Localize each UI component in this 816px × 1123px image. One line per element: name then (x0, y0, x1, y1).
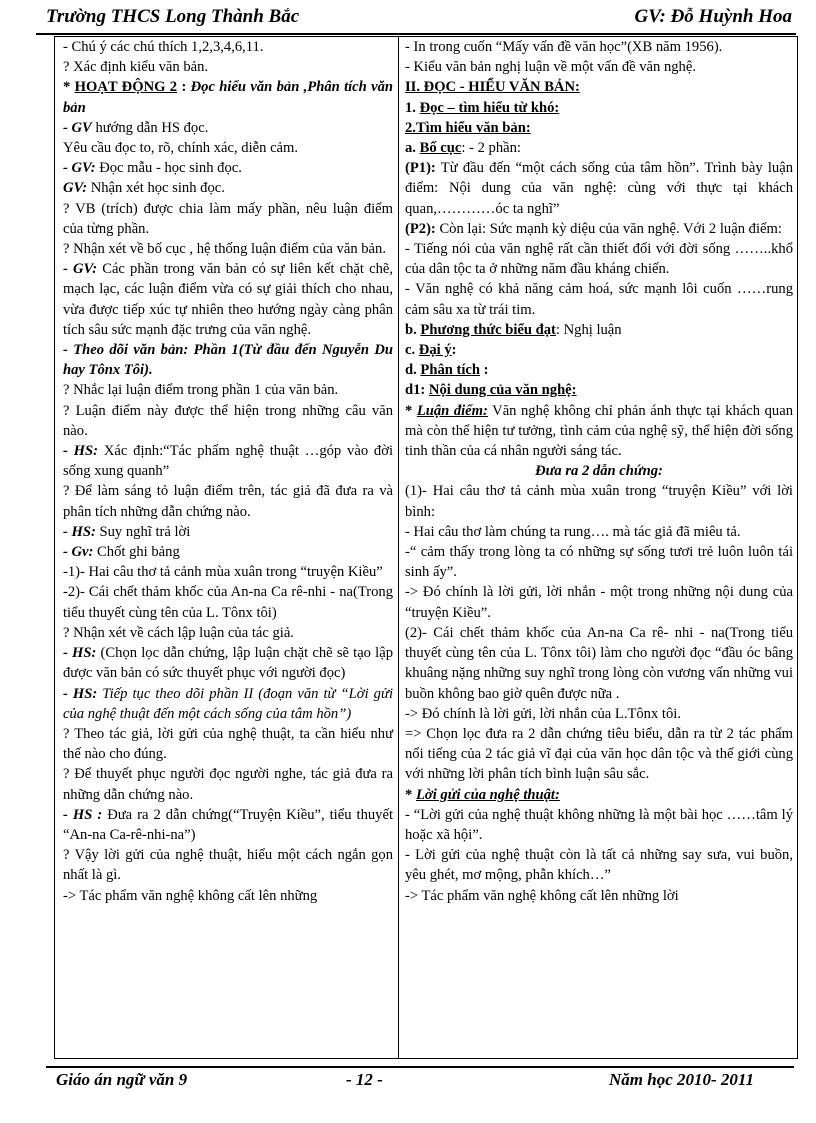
left-paragraph (63, 522, 393, 542)
right-paragraph (405, 279, 793, 319)
text-run: -“ cảm thấy trong lòng ta có những sự sống tươi trẻ luôn luôn tái sinh ấy”. (405, 544, 793, 581)
text-run: Đọc mẫu - học sinh đọc. (95, 160, 242, 177)
header-rule (36, 33, 796, 35)
text-run: : (177, 79, 191, 96)
text-run: - HS: (63, 523, 96, 540)
text-run: : (451, 342, 457, 359)
right-paragraph (405, 340, 793, 360)
right-paragraph (405, 805, 793, 845)
page-number: - 12 - (346, 1070, 383, 1089)
right-paragraph (405, 461, 793, 481)
right-paragraph (405, 724, 793, 785)
left-paragraph (63, 845, 393, 885)
text-run: ? Theo tác giả, lời gửi của nghệ thuật, ta cần hiểu như thế nào cho đúng. (63, 725, 393, 763)
text-run: ? Để làm sáng tỏ luận điểm trên, tác giả đã đưa ra và phân tích những dẫn chứng nào. (63, 483, 393, 520)
text-run: - HS: (63, 645, 97, 662)
left-paragraph (63, 57, 393, 77)
right-paragraph (405, 320, 793, 340)
left-paragraph (63, 178, 393, 198)
subject-label: Giáo án ngữ văn 9 (56, 1070, 188, 1089)
text-run: ? Vậy lời gửi của nghệ thuật, hiểu một cách ngắn gọn nhất là gì. (63, 847, 393, 884)
text-run: - Tiếng nói của văn nghệ rất cần thiết đối với đời sống ……..khổ của dân tộc ta ở những năm đầu kháng chiến. (405, 241, 793, 278)
left-paragraph (63, 340, 393, 380)
text-run: b. (405, 321, 421, 338)
text-run: Phương thức biểu đạt (420, 321, 556, 338)
text-run: II. ĐỌC - HIỂU VĂN BẢN: (405, 79, 580, 96)
text-run: - HS : (63, 806, 103, 823)
right-paragraph (405, 623, 793, 704)
left-paragraph (63, 158, 393, 178)
text-run: Các phần trong văn bản có sự liên kết chặt chẽ, mạch lạc, các luận điểm vừa có sự giải thích cho nhau, vừa được tiếp xúc tự nhiên theo hướng ngày càng phân tích sâu sức mạnh đặc trưng của văn nghệ. (63, 261, 393, 338)
text-run: (2)- Cái chết thảm khốc của An-na Ca rê- nhi - na(Trong tiểu thuyết cùng tên của L. Tônx tôi) làm cho người đọc “đầu óc bâng khuâng nặng những suy nghĩ trong lòng còn vương vấn những vui buồn không bao giờ quên được nữa . (405, 624, 793, 702)
text-run: (P1): (405, 160, 436, 177)
text-run: -> Đó chính là lời gửi, lời nhắn - một trong những nội dung của “truyện Kiều”. (405, 584, 793, 621)
text-run: Đọc hiểu văn bản ,Phân tích văn bản (63, 79, 393, 116)
text-run: -2)- Cái chết thảm khốc của An-na Ca rê-nhi - na(Trong tiểu thuyết cùng tên của L. Tônx tôi) (63, 584, 393, 621)
left-paragraph (63, 542, 393, 562)
text-run: Chốt ghi bảng (93, 544, 180, 561)
text-run: (Chọn lọc dẫn chứng, lập luận chặt chẽ sẽ tạo lập được văn bản có sức thuyết phục với người đọc) (63, 645, 393, 682)
right-paragraph (405, 704, 793, 724)
text-run: - GV (63, 119, 92, 136)
right-paragraph (405, 77, 793, 97)
page-footer (46, 1066, 794, 1096)
text-run: 2.Tìm hiểu văn bản: (405, 119, 531, 136)
text-run: - HS: (63, 685, 98, 702)
lesson-table (54, 36, 798, 1059)
text-run: * (63, 79, 75, 96)
text-run: Suy nghĩ trả lời (95, 523, 191, 540)
left-paragraph (63, 118, 393, 138)
text-run: - In trong cuốn “Mấy vấn đề văn học”(XB năm 1956). (405, 39, 723, 55)
text-run: - Hai câu thơ làm chúng ta rung…. mà tác giả đã miêu tả. (405, 523, 741, 540)
left-paragraph (63, 138, 393, 158)
right-paragraph (405, 401, 793, 462)
text-run: Còn lại: Sức mạnh kỳ diệu của văn nghệ. Với 2 luận điểm: (435, 220, 782, 237)
text-run: ? Nhận xét về bố cục , hệ thống luận điểm của văn bản. (63, 241, 386, 258)
left-paragraph (63, 239, 393, 259)
text-run: : (480, 362, 489, 379)
left-paragraph (63, 582, 393, 622)
left-paragraph (63, 37, 393, 57)
text-run: * (405, 402, 417, 419)
teacher-name: GV: Đỗ Huỳnh Hoa (634, 6, 792, 27)
right-paragraph (405, 481, 793, 521)
text-run: d1: (405, 382, 429, 399)
text-run: Tiếp tục theo dõi phần II (đoạn văn từ “Lời gửi của nghệ thuật đến một cách sống của tâm hồn”) (63, 685, 393, 722)
text-run: (P2): (405, 220, 436, 237)
text-run: Văn nghệ không chỉ phản ánh thực tại khách quan mà còn thể hiện tư tưởng, tình cảm của nghệ sỹ, thể hiện đời sống tinh thần của cá nhân người sáng tác. (405, 402, 793, 460)
right-paragraph (405, 360, 793, 380)
text-run: ? Nhận xét về cách lập luận của tác giả. (63, 624, 294, 641)
right-paragraph (405, 845, 793, 885)
left-paragraph (63, 805, 393, 845)
page-header (36, 6, 796, 30)
text-run: 1. (405, 99, 420, 116)
text-run: hướng dẫn HS đọc. (91, 119, 209, 136)
text-run: - GV: (63, 261, 98, 278)
text-run: (1)- Hai câu thơ tả cảnh mùa xuân trong “truyện Kiều” với lời bình: (405, 483, 793, 520)
text-run: Nhận xét học sinh đọc. (87, 180, 225, 197)
text-run: Xác định:“Tác phẩm nghệ thuật …góp vào đời sống xung quanh” (63, 443, 394, 480)
text-run: ? Xác định kiểu văn bản. (63, 59, 209, 76)
left-paragraph (63, 441, 393, 481)
text-run: Đưa ra 2 dẫn chứng(“Truyện Kiều”, tiểu thuyết “An-na Ca-rê-nhi-na”) (63, 806, 393, 843)
right-paragraph (405, 522, 793, 542)
text-run: - Văn nghệ có khả năng cảm hoá, sức mạnh lôi cuốn ……rung cảm sâu xa từ trái tim. (405, 281, 793, 318)
text-run: - Kiểu văn bản nghị luận về một vấn đề văn nghệ. (405, 59, 696, 76)
text-run: HOẠT ĐỘNG 2 (74, 79, 178, 96)
text-run: - HS: (63, 443, 99, 460)
right-paragraph (405, 98, 793, 118)
text-run: - Lời gửi của nghệ thuật còn là tất cả những say sưa, vui buồn, yêu ghét, mơ mộng, phẫn khích…” (405, 847, 793, 884)
column-divider (398, 37, 399, 1058)
right-paragraph (405, 239, 793, 279)
text-run: : - 2 phần: (461, 140, 521, 157)
text-run: - Theo dõi văn bản: Phần 1(Từ đầu đến Nguyễn Du hay Tônx Tôi). (63, 342, 393, 379)
text-run: - GV: (63, 160, 96, 177)
footer-rule (46, 1066, 794, 1068)
left-paragraph (63, 199, 393, 239)
text-run: ? Để thuyết phục người đọc người nghe, tác giả đưa ra những dẫn chứng nào. (63, 766, 393, 803)
text-run: -> Tác phẩm văn nghệ không cất lên những (63, 887, 318, 904)
text-run: Từ đầu đến “một cách sống của tâm hồn”. Trình bày luận điểm: Nội dung của văn nghệ: cùng với thực tại khách quan,…………óc ta nghĩ” (405, 160, 793, 217)
text-run: Phân tích (420, 362, 481, 379)
right-paragraph (405, 37, 793, 57)
text-run: ? VB (trích) được chia làm mấy phần, nêu luận điểm của từng phần. (63, 200, 393, 237)
text-run: => Chọn lọc đưa ra 2 dẫn chứng tiêu biểu, dẫn ra từ 2 tác phẩm nổi tiếng của 2 tác giả vĩ đại của văn học dân tộc và thế giới cùng với những lời phân tích bình luận sâu sắc. (405, 725, 793, 783)
right-paragraph (405, 785, 793, 805)
text-run: * (405, 786, 416, 803)
text-run: ? Nhắc lại luận điểm trong phần 1 của văn bản. (63, 382, 339, 399)
lesson-content-column (405, 37, 793, 906)
text-run: c. (405, 342, 419, 359)
text-run: -1)- Hai câu thơ tả cảnh mùa xuân trong “truyện Kiều” (63, 564, 383, 581)
text-run: -> Tác phẩm văn nghệ không cất lên những lời (405, 887, 679, 904)
text-run: GV: (63, 180, 88, 197)
left-paragraph (63, 259, 393, 340)
text-run: Luận điểm: (416, 402, 488, 419)
right-paragraph (405, 542, 793, 582)
left-paragraph (63, 764, 393, 804)
right-paragraph (405, 219, 793, 239)
text-run: -> Đó chính là lời gửi, lời nhắn của L.Tônx tôi. (405, 705, 681, 722)
text-run: d. (405, 362, 421, 379)
right-paragraph (405, 57, 793, 77)
text-run: - Chú ý các chú thích 1,2,3,4,6,11. (63, 39, 264, 55)
left-paragraph (63, 643, 393, 683)
text-run: Đưa ra 2 dẫn chứng: (535, 463, 663, 480)
teacher-student-activities-column (63, 37, 393, 906)
left-paragraph (63, 380, 393, 400)
text-run: Yêu cầu đọc to, rõ, chính xác, diễn cảm. (63, 140, 299, 157)
right-paragraph (405, 582, 793, 622)
school-year: Năm học 2010- 2011 (609, 1070, 754, 1089)
right-paragraph (405, 886, 793, 906)
text-run: - “Lời gửi của nghệ thuật không những là một bài học ……tâm lý hoặc xã hội”. (405, 806, 793, 843)
text-run: a. (405, 140, 420, 157)
left-paragraph (63, 401, 393, 441)
school-name: Trường THCS Long Thành Bắc (46, 6, 300, 27)
text-run: Đọc – tìm hiểu từ khó: (419, 99, 560, 116)
text-run: Đại ý (418, 342, 452, 359)
right-paragraph (405, 118, 793, 138)
left-paragraph (63, 724, 393, 764)
left-paragraph (63, 481, 393, 521)
text-run: Bố cục (419, 140, 462, 157)
text-run: - Gv: (63, 544, 94, 561)
text-run: : Nghị luận (555, 321, 622, 338)
left-paragraph (63, 886, 393, 906)
left-paragraph (63, 562, 393, 582)
text-run: Nội dung của văn nghệ: (428, 382, 577, 399)
text-run: ? Luận điểm này được thể hiện trong những câu văn nào. (63, 402, 393, 439)
left-paragraph (63, 684, 393, 724)
right-paragraph (405, 138, 793, 158)
text-run: Lời gửi của nghệ thuật: (415, 786, 560, 803)
left-paragraph (63, 623, 393, 643)
right-paragraph (405, 158, 793, 219)
right-paragraph (405, 380, 793, 400)
left-paragraph (63, 77, 393, 117)
